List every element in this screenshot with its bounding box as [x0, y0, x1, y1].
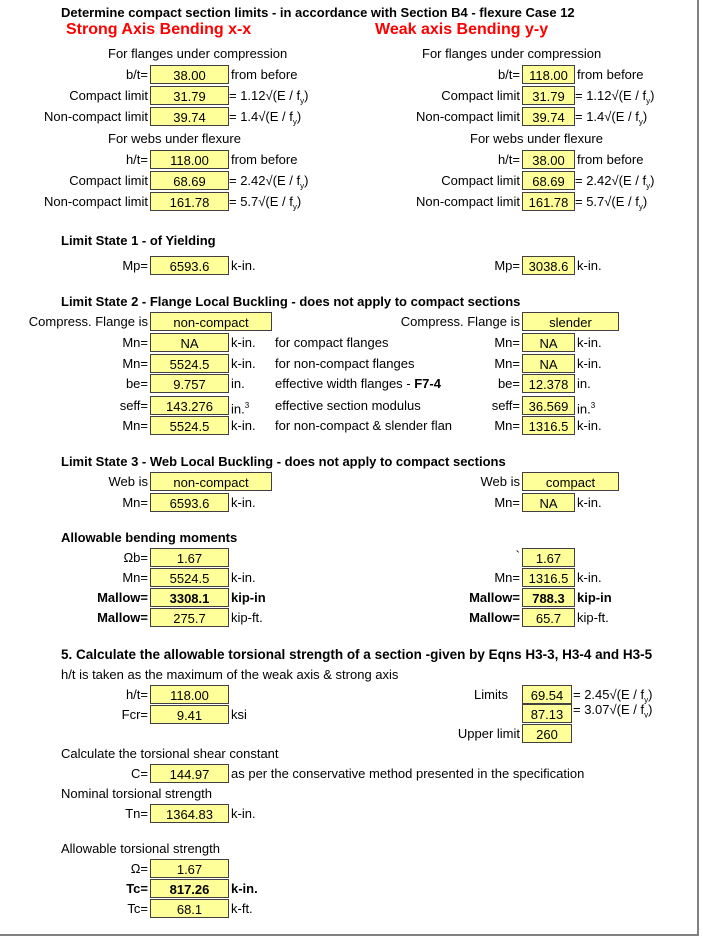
weak-bt-cell[interactable]: 118.00	[522, 65, 575, 84]
strong-flange-compact-formula: = $1.12√(E / f_y)$	[229, 88, 309, 106]
strong-mn-web-label: Mn=	[122, 495, 148, 510]
strong-mn-web-cell[interactable]: 6593.6	[150, 493, 229, 512]
torsion-fcr-unit: ksi	[231, 707, 247, 722]
weak-mn-compact-label: Mn=	[494, 335, 520, 350]
weak-mallow-kipft-cell[interactable]: 65.7	[522, 608, 575, 627]
strong-web-compact-formula: = $2.42√(E / f_y)$	[229, 173, 309, 191]
strong-mallow-kipft-cell[interactable]: 275.7	[150, 608, 229, 627]
weak-mn-compact-cell[interactable]: NA	[522, 333, 575, 352]
weak-flange-noncompact-cell[interactable]: 39.74	[522, 107, 575, 126]
weak-flange-compact-label: Compact limit	[441, 88, 520, 103]
weak-mp-label: Mp=	[494, 258, 520, 273]
strong-web-compact-label: Compact limit	[69, 173, 148, 188]
torsion-ht-cell[interactable]: 118.00	[150, 685, 229, 704]
torsion-c-note: as per the conservative method presented in the specification	[231, 766, 585, 781]
strong-mn-compact-label: Mn=	[122, 335, 148, 350]
weak-mn-allow-cell[interactable]: 1316.5	[522, 568, 575, 587]
strong-web-class-cell[interactable]: non-compact	[150, 472, 272, 491]
strong-mp-unit: k-in.	[231, 258, 256, 273]
weak-mn-web-cell[interactable]: NA	[522, 493, 575, 512]
page-border-right	[697, 0, 699, 936]
weak-web-noncompact-cell[interactable]: 161.78	[522, 192, 575, 211]
weak-mn-web-unit: k-in.	[577, 495, 602, 510]
page-border-bottom	[0, 934, 699, 936]
strong-mn-noncompact-cell[interactable]: 5524.5	[150, 354, 229, 373]
torsion-upper-label: Upper limit	[457, 726, 520, 741]
torsion-shear-note: Calculate the torsional shear constant	[61, 746, 279, 761]
weak-flange-noncompact-formula: = $1.4√(E / f_y)$	[575, 109, 648, 127]
strong-mallow-kipft-label: Mallow=	[97, 610, 148, 625]
strong-mallow-kipin-label: Mallow=	[97, 590, 148, 605]
weak-mallow-kipin-unit: kip-in	[577, 590, 612, 605]
weak-mn-noncompact-unit: k-in.	[577, 356, 602, 371]
weak-flange-compact-formula: = $1.12√(E / f_y)$	[575, 88, 655, 106]
weak-web-compact-cell[interactable]: 68.69	[522, 171, 575, 190]
strong-ht-note: from before	[231, 152, 298, 167]
ls2-title: Limit State 2 - Flange Local Buckling - does not apply to compact sections	[61, 294, 521, 309]
strong-ht-cell[interactable]: 118.00	[150, 150, 229, 169]
strong-web-class-label: Web is	[108, 474, 148, 489]
strong-mn-compact-unit: k-in.	[231, 335, 256, 350]
weak-be-unit: in.	[577, 376, 591, 391]
weak-omega-label: `	[515, 548, 520, 563]
weak-seff-cell[interactable]: 36.569	[522, 396, 575, 415]
weak-mn-noncompact-label: Mn=	[494, 356, 520, 371]
mn-slender-desc: for non-compact & slender flan	[275, 418, 453, 433]
strong-axis-header: Strong Axis Bending x-x	[66, 21, 252, 38]
weak-mallow-kipft-unit: kip-ft.	[577, 610, 609, 625]
weak-omega-cell[interactable]: 1.67	[522, 548, 575, 567]
strong-mn-noncompact-label: Mn=	[122, 356, 148, 371]
torsion-limit1-formula: = $2.45√(E / f_y)$	[573, 687, 653, 705]
seff-desc: effective section modulus	[275, 398, 421, 413]
torsion-tc-kft-label: Tc=	[127, 901, 148, 916]
weak-seff-unit: in.$^3$	[577, 401, 596, 417]
weak-axis-header: Weak axis Bending y-y	[375, 21, 549, 38]
strong-mp-cell[interactable]: 6593.6	[150, 256, 229, 275]
weak-mn-allow-label: Mn=	[494, 570, 520, 585]
torsion-limit2-formula: = $3.07√(E / f_v)$	[573, 702, 653, 720]
weak-web-header: For webs under flexure	[470, 131, 603, 146]
strong-flange-class-cell[interactable]: non-compact	[150, 312, 272, 331]
weak-web-compact-label: Compact limit	[441, 173, 520, 188]
torsion-limit2-cell[interactable]: 87.13	[522, 704, 572, 723]
torsion-tn-cell[interactable]: 1364.83	[150, 804, 229, 823]
strong-mallow-kipin-unit: kip-in	[231, 590, 266, 605]
ls3-title: Limit State 3 - Web Local Buckling - does not apply to compact sections	[61, 454, 506, 469]
torsion-allow-note: Allowable torsional strength	[61, 841, 220, 856]
torsion-nominal-note: Nominal torsional strength	[61, 786, 213, 801]
strong-ht-label: h/t=	[125, 152, 148, 167]
be-desc: effective width flanges - F7-4	[275, 376, 441, 391]
weak-mn-noncompact-cell[interactable]: NA	[522, 354, 575, 373]
weak-flange-compact-cell[interactable]: 31.79	[522, 86, 575, 105]
strong-mn-compact-cell[interactable]: NA	[150, 333, 229, 352]
weak-seff-label: seff=	[491, 398, 520, 413]
weak-mallow-kipin-cell[interactable]: 788.3	[522, 588, 575, 607]
weak-flange-header: For flanges under compression	[422, 46, 602, 61]
weak-mn-allow-unit: k-in.	[577, 570, 602, 585]
strong-be-cell[interactable]: 9.757	[150, 374, 229, 393]
weak-mp-unit: k-in.	[577, 258, 602, 273]
weak-flange-class-label: Compress. Flange is	[400, 314, 520, 329]
strong-mn-allow-label: Mn=	[122, 570, 148, 585]
torsion-c-cell[interactable]: 144.97	[150, 764, 229, 783]
weak-web-noncompact-formula: = $5.7√(E / f_y)$	[575, 194, 648, 212]
strong-mn-allow-unit: k-in.	[231, 570, 256, 585]
weak-be-label: be=	[497, 376, 520, 391]
strong-omega-label: Ωb=	[123, 550, 148, 565]
torsion-limit1-cell[interactable]: 69.54	[522, 685, 572, 704]
strong-mn-slender-unit: k-in.	[231, 418, 256, 433]
torsion-title: 5. Calculate the allowable torsional strength of a section -given by Eqns H3-3, H3-4 and H3-5	[61, 647, 653, 662]
strong-seff-unit: in.$^3$	[231, 401, 250, 417]
torsion-omega-cell[interactable]: 1.67	[150, 859, 229, 878]
strong-flange-compact-cell[interactable]: 31.79	[150, 86, 229, 105]
weak-mn-slender-unit: k-in.	[577, 418, 602, 433]
strong-flange-noncompact-cell[interactable]: 39.74	[150, 107, 229, 126]
strong-mn-slender-cell[interactable]: 5524.5	[150, 416, 229, 435]
weak-flange-class-cell[interactable]: slender	[522, 312, 619, 331]
weak-flange-noncompact-label: Non-compact limit	[415, 109, 520, 124]
strong-web-noncompact-cell[interactable]: 161.78	[150, 192, 229, 211]
torsion-ht-label: h/t=	[125, 687, 148, 702]
allowable-title: Allowable bending moments	[61, 530, 238, 545]
weak-mallow-kipft-label: Mallow=	[469, 610, 520, 625]
torsion-tc-kin-cell[interactable]: 817.26	[150, 879, 229, 898]
weak-bt-label: b/t=	[497, 67, 520, 82]
strong-bt-cell[interactable]: 38.00	[150, 65, 229, 84]
strong-web-header: For webs under flexure	[108, 131, 241, 146]
mn-compact-desc: for compact flanges	[275, 335, 389, 350]
strong-flange-header: For flanges under compression	[108, 46, 288, 61]
page-title: Determine compact section limits - in accordance with Section B4 - flexure Case 12	[61, 5, 575, 20]
strong-seff-label: seff=	[119, 398, 148, 413]
weak-mn-web-label: Mn=	[494, 495, 520, 510]
strong-flange-compact-label: Compact limit	[69, 88, 148, 103]
torsion-tc-kin-unit: k-in.	[231, 881, 258, 896]
strong-mp-label: Mp=	[122, 258, 148, 273]
strong-mn-web-unit: k-in.	[231, 495, 256, 510]
strong-be-label: be=	[125, 376, 148, 391]
strong-mallow-kipin-cell[interactable]: 3308.1	[150, 588, 229, 607]
torsion-tc-kft-unit: k-ft.	[231, 901, 253, 916]
strong-be-unit: in.	[231, 376, 245, 391]
torsion-tn-label: Tn=	[125, 806, 148, 821]
torsion-tc-kin-label: Tc=	[126, 881, 148, 896]
weak-bt-note: from before	[577, 67, 644, 82]
torsion-ht-note: h/t is taken as the maximum of the weak axis & strong axis	[61, 667, 399, 682]
strong-bt-note: from before	[231, 67, 298, 82]
weak-mn-slender-cell[interactable]: 1316.5	[522, 416, 575, 435]
strong-omega-cell[interactable]: 1.67	[150, 548, 229, 567]
torsion-c-label: C=	[131, 766, 148, 781]
strong-mn-noncompact-unit: k-in.	[231, 356, 256, 371]
weak-web-compact-formula: = $2.42√(E / f_y)$	[575, 173, 655, 191]
weak-mp-cell[interactable]: 3038.6	[522, 256, 575, 275]
weak-mallow-kipin-label: Mallow=	[469, 590, 520, 605]
strong-mn-slender-label: Mn=	[122, 418, 148, 433]
torsion-limits-label: Limits	[474, 687, 508, 702]
weak-ht-label: h/t=	[497, 152, 520, 167]
weak-ht-cell[interactable]: 38.00	[522, 150, 575, 169]
weak-web-class-label: Web is	[480, 474, 520, 489]
torsion-fcr-label: Fcr=	[121, 707, 148, 722]
weak-mn-slender-label: Mn=	[494, 418, 520, 433]
strong-web-noncompact-label: Non-compact limit	[43, 194, 148, 209]
strong-mn-allow-cell[interactable]: 5524.5	[150, 568, 229, 587]
weak-web-noncompact-label: Non-compact limit	[415, 194, 520, 209]
strong-flange-noncompact-label: Non-compact limit	[43, 109, 148, 124]
weak-mn-compact-unit: k-in.	[577, 335, 602, 350]
strong-web-compact-cell[interactable]: 68.69	[150, 171, 229, 190]
torsion-upper-cell[interactable]: 260	[522, 724, 572, 743]
torsion-fcr-cell[interactable]: 9.41	[150, 705, 229, 724]
ls1-title: Limit State 1 - of Yielding	[61, 233, 216, 248]
weak-be-cell[interactable]: 12.378	[522, 374, 575, 393]
strong-bt-label: b/t=	[125, 67, 148, 82]
torsion-omega-label: Ω=	[130, 861, 148, 876]
torsion-tc-kft-cell[interactable]: 68.1	[150, 899, 229, 918]
strong-seff-cell[interactable]: 143.276	[150, 396, 229, 415]
strong-web-noncompact-formula: = $5.7√(E / f_y)$	[229, 194, 302, 212]
strong-flange-class-label: Compress. Flange is	[28, 314, 148, 329]
strong-mallow-kipft-unit: kip-ft.	[231, 610, 263, 625]
torsion-tn-unit: k-in.	[231, 806, 256, 821]
strong-flange-noncompact-formula: = $1.4√(E / f_y)$	[229, 109, 302, 127]
weak-web-class-cell[interactable]: compact	[522, 472, 619, 491]
weak-ht-note: from before	[577, 152, 644, 167]
mn-noncompact-desc: for non-compact flanges	[275, 356, 415, 371]
